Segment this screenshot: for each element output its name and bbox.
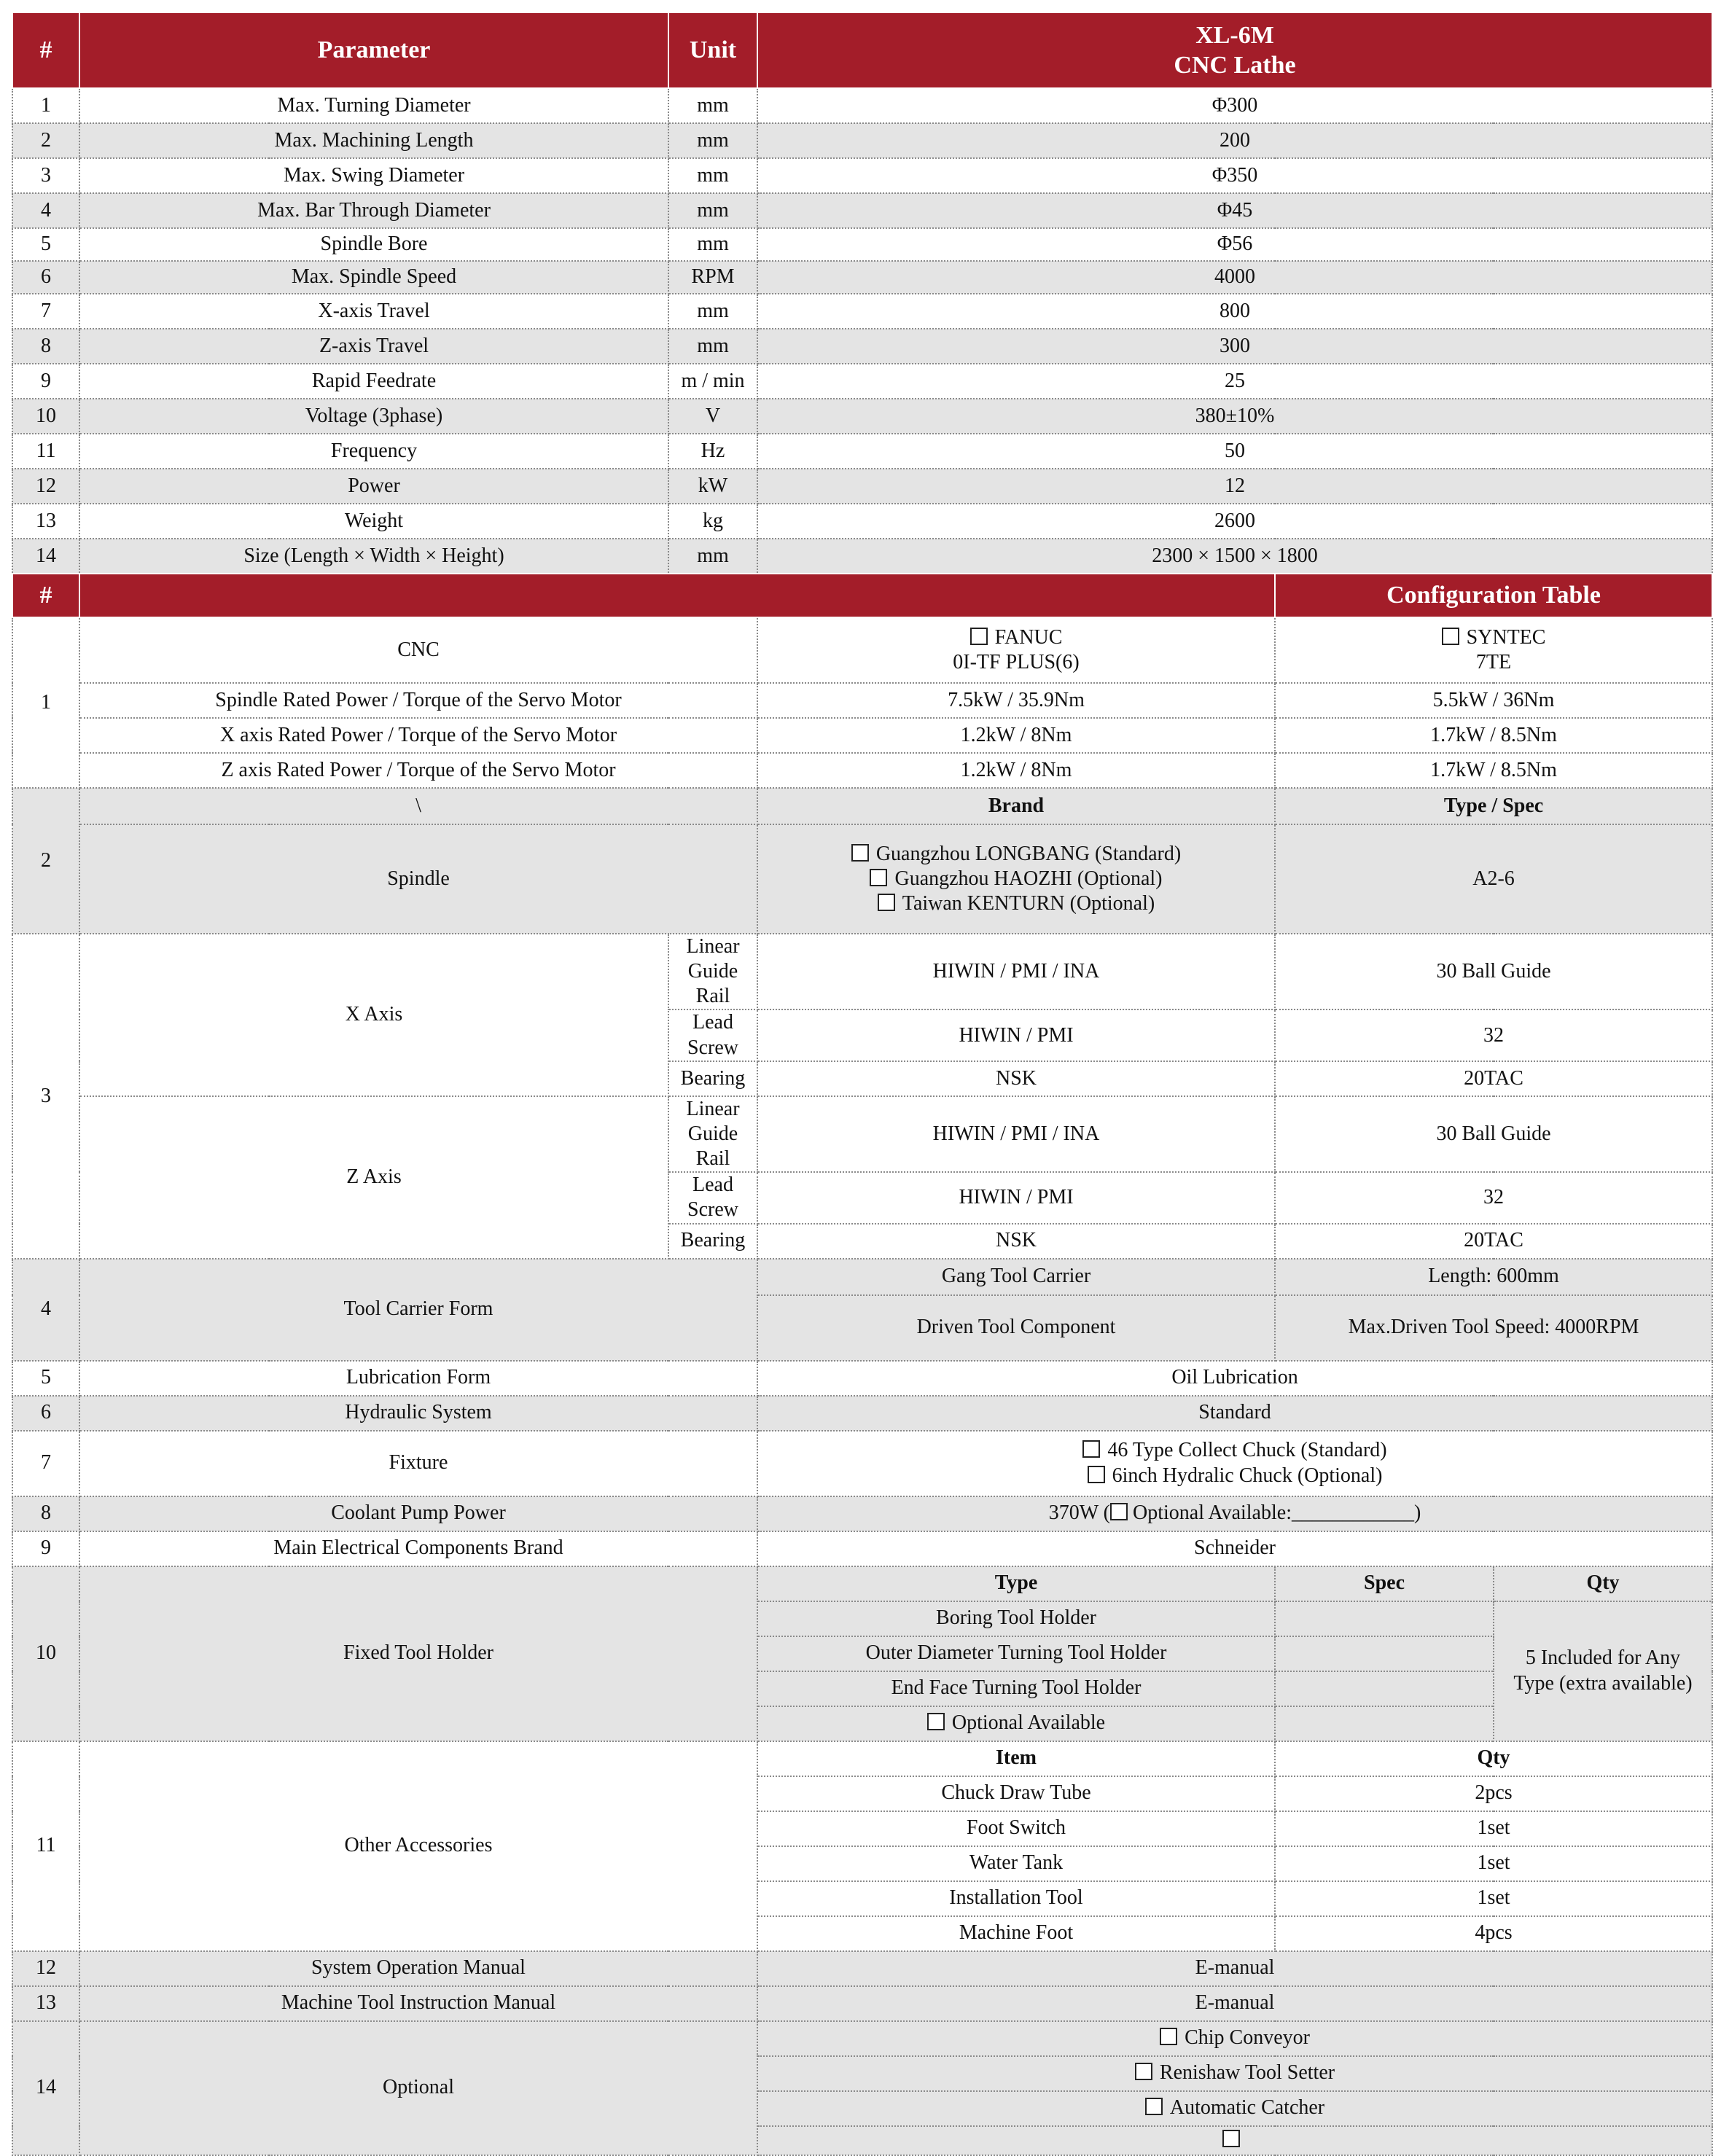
spec-row [12,434,1712,469]
spec-value: Φ45 [757,193,1712,228]
accessory-qty: 1set [1275,1811,1712,1846]
tool-holder-label: Fixed Tool Holder [79,1566,757,1741]
electrical-value: Schneider [757,1531,1712,1566]
spec-parameter: Power [79,469,668,504]
config-num: 12 [12,1951,79,1986]
accessory-item: Water Tank [757,1846,1275,1881]
optional-item-label: Renishaw Tool Setter [1159,2061,1335,2085]
spec-unit: mm [668,294,757,329]
accessory-qty: 1set [1275,1846,1712,1881]
config-row-axis-item [12,934,1712,1009]
spec-num: 8 [12,329,79,364]
x-axis-label: X Axis [79,934,668,1096]
axis-item-spec: 20TAC [1275,1061,1712,1096]
z-axis-label: Z Axis [79,1096,668,1259]
spec-row [12,364,1712,399]
config-header-spacer [79,574,1275,617]
spec-parameter: Max. Swing Diameter [79,158,668,193]
x-motor-fanuc: 1.2kW / 8Nm [757,718,1275,753]
axis-item-spec: 30 Ball Guide [1275,1096,1712,1172]
spec-parameter: Max. Turning Diameter [79,88,668,123]
spec-value: 300 [757,329,1712,364]
spec-header-unit: Unit [668,12,757,88]
accessory-item-header: Item [757,1741,1275,1776]
tool-holder-optional [757,1706,1275,1741]
axis-item-spec: 32 [1275,1172,1712,1223]
optional-item-cut [757,2126,1712,2155]
coolant-power: 370W ( [1048,1501,1110,1525]
optional-item [757,2091,1712,2126]
accessories-label: Other Accessories [79,1741,757,1951]
hydraulic-label: Hydraulic System [79,1396,757,1431]
spec-num: 2 [12,123,79,158]
spec-parameter: Weight [79,504,668,539]
type-spec-header: Type / Spec [1275,788,1712,824]
axis-item-name: Bearing [668,1061,757,1096]
tool-holder-spec [1275,1671,1494,1706]
accessory-item: Chuck Draw Tube [757,1776,1275,1811]
fixture-label: Fixture [79,1431,757,1496]
config-row-fixture [12,1431,1712,1496]
axis-item-brand: NSK [757,1224,1275,1259]
optional-item [757,2021,1712,2056]
tool-holder-spec [1275,1706,1494,1741]
backslash-cell: \ [79,788,757,824]
spec-parameter: Voltage (3phase) [79,399,668,434]
accessory-item: Machine Foot [757,1916,1275,1951]
spec-row [12,261,1712,294]
spec-parameter: Max. Bar Through Diameter [79,193,668,228]
config-row-x-motor [12,718,1712,753]
cnc-label: CNC [79,617,757,683]
spindle-brand: Guangzhou LONGBANG (Standard) [875,842,1182,865]
config-row-spindle-header [12,788,1712,824]
x-motor-label: X axis Rated Power / Torque of the Servo Motor [79,718,757,753]
config-row-electrical [12,1531,1712,1566]
spec-value: Φ300 [757,88,1712,123]
tool-holder-spec [1275,1636,1494,1671]
checkbox-icon [1442,628,1459,645]
spec-unit: mm [668,228,757,261]
config-row-z-motor [12,753,1712,788]
electrical-label: Main Electrical Components Brand [79,1531,757,1566]
tool-holder-qty-line: Type (extra available) [1513,1671,1693,1695]
checkbox-icon [870,869,887,886]
axis-item-spec: 30 Ball Guide [1275,934,1712,1009]
accessory-item: Installation Tool [757,1881,1275,1916]
checkbox-icon [1222,2130,1240,2147]
spec-unit: kW [668,469,757,504]
tool-holder-qty-header: Qty [1494,1566,1712,1601]
spec-header-model [757,12,1712,88]
checkbox-icon [1088,1466,1105,1483]
spindle-motor-fanuc: 7.5kW / 35.9Nm [757,683,1275,718]
model-name: XL-6M [1195,21,1274,49]
axis-item-brand: NSK [757,1061,1275,1096]
spec-unit: mm [668,193,757,228]
spec-row [12,123,1712,158]
spec-num: 14 [12,539,79,574]
config-num: 9 [12,1531,79,1566]
config-row-tool-holder-header [12,1566,1712,1601]
tool-holder-qty-line: 5 Included for Any [1525,1647,1681,1670]
cnc-option-syntec [1275,617,1712,683]
accessory-qty: 4pcs [1275,1916,1712,1951]
checkbox-icon [851,844,869,862]
config-row-lubrication [12,1361,1712,1396]
tool-holder-type: End Face Turning Tool Holder [757,1671,1275,1706]
spec-row [12,539,1712,574]
z-motor-fanuc: 1.2kW / 8Nm [757,753,1275,788]
config-num: 6 [12,1396,79,1431]
optional-item-label: Automatic Catcher [1169,2096,1325,2120]
axis-item-brand: HIWIN / PMI [757,1009,1275,1061]
axis-item-name: Linear Guide Rail [668,934,757,1009]
z-motor-label: Z axis Rated Power / Torque of the Servo Motor [79,753,757,788]
fixture-options [757,1431,1712,1496]
syntec-model: 7TE [1475,651,1512,673]
spec-num: 4 [12,193,79,228]
spec-row [12,193,1712,228]
spec-value: 4000 [757,261,1712,294]
spec-header-row [12,12,1712,88]
tool-holder-qty [1494,1601,1712,1741]
driven-tool-component: Driven Tool Component [757,1295,1275,1361]
spec-num: 6 [12,261,79,294]
axis-item-name: Bearing [668,1224,757,1259]
config-row-optional [12,2021,1712,2056]
fanuc-model: 0I-TF PLUS(6) [953,651,1080,673]
coolant-value [757,1496,1712,1531]
spec-unit: Hz [668,434,757,469]
spec-value: 12 [757,469,1712,504]
spec-num: 9 [12,364,79,399]
syntec-name: SYNTEC [1466,625,1546,649]
config-num: 8 [12,1496,79,1531]
config-num: 4 [12,1259,79,1361]
spindle-brand: Guangzhou HAOZHI (Optional) [894,867,1163,890]
spec-unit: mm [668,158,757,193]
config-num: 14 [12,2021,79,2155]
z-motor-syntec: 1.7kW / 8.5Nm [1275,753,1712,788]
config-header-title: Configuration Table [1275,574,1712,617]
coolant-optional: Optional Available:____________) [1127,1501,1421,1525]
accessory-item: Foot Switch [757,1811,1275,1846]
config-num: 10 [12,1566,79,1741]
lubrication-value: Oil Lubrication [757,1361,1712,1396]
spec-row [12,88,1712,123]
spec-row [12,469,1712,504]
spec-value: 200 [757,123,1712,158]
tool-holder-type: Outer Diameter Turning Tool Holder [757,1636,1275,1671]
config-num: 1 [12,617,79,788]
spec-row [12,504,1712,539]
spec-row [12,294,1712,329]
spec-unit: m / min [668,364,757,399]
axis-item-spec: 20TAC [1275,1224,1712,1259]
checkbox-icon [1110,1503,1128,1520]
config-row-accessories-header [12,1741,1712,1776]
spec-parameter: Size (Length × Width × Height) [79,539,668,574]
config-header-num: # [12,574,79,617]
tool-carrier-length: Length: 600mm [1275,1259,1712,1295]
spec-row [12,158,1712,193]
spec-value: 380±10% [757,399,1712,434]
spec-unit: mm [668,539,757,574]
spec-row [12,329,1712,364]
axis-item-name: Linear Guide Rail [668,1096,757,1172]
spec-header-num: # [12,12,79,88]
config-row-axis-item [12,1096,1712,1172]
model-type: CNC Lathe [1174,52,1296,79]
spec-value: 25 [757,364,1712,399]
tool-holder-spec [1275,1601,1494,1636]
config-row-coolant [12,1496,1712,1531]
spindle-brand: Taiwan KENTURN (Optional) [902,892,1155,915]
axis-item-brand: HIWIN / PMI / INA [757,1096,1275,1172]
spec-value: Φ350 [757,158,1712,193]
optional-item-label: Chip Conveyor [1185,2026,1310,2050]
config-row-system-manual [12,1951,1712,1986]
spec-value: Φ56 [757,228,1712,261]
spec-unit: mm [668,88,757,123]
brand-header: Brand [757,788,1275,824]
spec-num: 11 [12,434,79,469]
checkbox-icon [878,894,895,911]
config-header-row [12,574,1712,617]
spec-unit: kg [668,504,757,539]
config-num: 5 [12,1361,79,1396]
config-row-hydraulic [12,1396,1712,1431]
spec-parameter: Frequency [79,434,668,469]
config-num: 11 [12,1741,79,1951]
tool-holder-spec-header: Spec [1275,1566,1494,1601]
spec-row [12,228,1712,261]
spec-parameter: Z-axis Travel [79,329,668,364]
spec-unit: RPM [668,261,757,294]
spec-value: 2600 [757,504,1712,539]
checkbox-icon [1145,2098,1163,2115]
spec-num: 5 [12,228,79,261]
driven-tool-speed: Max.Driven Tool Speed: 4000RPM [1275,1295,1712,1361]
config-num: 2 [12,788,79,934]
spec-unit: V [668,399,757,434]
optional-item [757,2056,1712,2091]
optional-label: Optional [79,2021,757,2155]
spec-num: 10 [12,399,79,434]
instruction-manual-value: E-manual [757,1986,1712,2021]
spec-header-parameter: Parameter [79,12,668,88]
hydraulic-value: Standard [757,1396,1712,1431]
spec-num: 1 [12,88,79,123]
spec-value: 2300 × 1500 × 1800 [757,539,1712,574]
checkbox-icon [1135,2063,1152,2080]
config-num: 3 [12,934,79,1259]
axis-item-brand: HIWIN / PMI / INA [757,934,1275,1009]
spindle-brands [757,824,1275,934]
cnc-option-fanuc [757,617,1275,683]
spindle-motor-label: Spindle Rated Power / Torque of the Servo Motor [79,683,757,718]
tool-carrier-label: Tool Carrier Form [79,1259,757,1361]
accessory-qty: 2pcs [1275,1776,1712,1811]
config-row-spindle-motor [12,683,1712,718]
checkbox-icon [1082,1440,1100,1458]
tool-holder-type-header: Type [757,1566,1275,1601]
spec-value: 50 [757,434,1712,469]
spec-parameter: X-axis Travel [79,294,668,329]
coolant-label: Coolant Pump Power [79,1496,757,1531]
checkbox-icon [970,628,988,645]
lubrication-label: Lubrication Form [79,1361,757,1396]
fanuc-name: FANUC [994,625,1063,649]
axis-item-name: Lead Screw [668,1009,757,1061]
spec-sheet-table [12,12,1713,2156]
spec-parameter: Max. Machining Length [79,123,668,158]
spindle-label: Spindle [79,824,757,934]
instruction-manual-label: Machine Tool Instruction Manual [79,1986,757,2021]
spec-parameter: Rapid Feedrate [79,364,668,399]
spec-row [12,399,1712,434]
tool-holder-type: Boring Tool Holder [757,1601,1275,1636]
spec-num: 12 [12,469,79,504]
spec-num: 7 [12,294,79,329]
system-manual-value: E-manual [757,1951,1712,1986]
tool-carrier-type: Gang Tool Carrier [757,1259,1275,1295]
config-row-tool-carrier [12,1259,1712,1295]
config-row-instruction-manual [12,1986,1712,2021]
checkbox-icon [1160,2028,1177,2045]
spec-unit: mm [668,329,757,364]
spec-parameter: Spindle Bore [79,228,668,261]
axis-item-spec: 32 [1275,1009,1712,1061]
spec-num: 13 [12,504,79,539]
accessory-qty-header: Qty [1275,1741,1712,1776]
system-manual-label: System Operation Manual [79,1951,757,1986]
spec-parameter: Max. Spindle Speed [79,261,668,294]
config-num: 13 [12,1986,79,2021]
spindle-motor-syntec: 5.5kW / 36Nm [1275,683,1712,718]
checkbox-icon [927,1713,945,1730]
config-num: 7 [12,1431,79,1496]
accessory-qty: 1set [1275,1881,1712,1916]
spec-unit: mm [668,123,757,158]
fixture-option: 6inch Hydralic Chuck (Optional) [1112,1464,1383,1487]
tool-holder-optional-label: Optional Available [951,1711,1106,1735]
spindle-type: A2-6 [1275,824,1712,934]
config-row-cnc [12,617,1712,683]
spec-num: 3 [12,158,79,193]
spec-value: 800 [757,294,1712,329]
axis-item-brand: HIWIN / PMI [757,1172,1275,1223]
x-motor-syntec: 1.7kW / 8.5Nm [1275,718,1712,753]
axis-item-name: Lead Screw [668,1172,757,1223]
config-row-spindle [12,824,1712,934]
fixture-option: 46 Type Collect Chuck (Standard) [1107,1439,1387,1462]
